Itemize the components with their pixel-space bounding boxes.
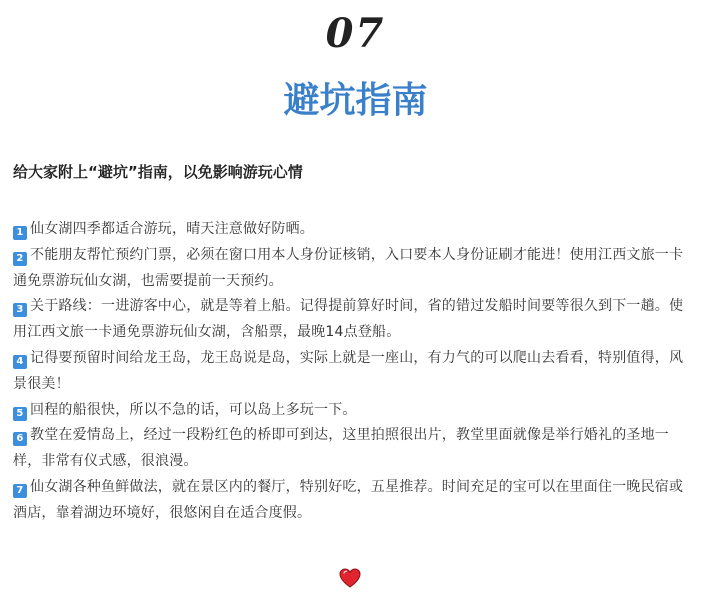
number-badge: 7 bbox=[13, 484, 27, 498]
tip-item bbox=[13, 475, 693, 527]
number-badge: 5 bbox=[13, 407, 27, 421]
tip-item bbox=[13, 346, 693, 398]
tip-text: 仙女湖各种鱼鲜做法，就在景区内的餐厅，特别好吃，五星推荐。时间充足的宝可以在里面住一晚民宿或酒店，靠着湖边环境好，很悠闲自在适合度假。 bbox=[13, 478, 684, 521]
tip-text: 不能朋友帮忙预约门票，必须在窗口用本人身份证核销，入口要本人身份证刷才能进！使用江西文旅一卡通免票游玩仙女湖，也需要提前一天预约。 bbox=[13, 246, 684, 289]
tip-text: 关于路线：一进游客中心，就是等着上船。记得提前算好时间，省的错过发船时间要等很久到下一趟。使用江西文旅一卡通免票游玩仙女湖，含船票，最晚14点登船。 bbox=[13, 298, 684, 341]
heart-icon bbox=[339, 568, 361, 588]
tip-text: 回程的船很快，所以不急的话，可以岛上多玩一下。 bbox=[30, 401, 357, 418]
tip-item bbox=[13, 294, 693, 346]
number-badge: 4 bbox=[13, 355, 27, 369]
number-badge: 2 bbox=[13, 252, 27, 266]
tip-text: 记得要预留时间给龙王岛，龙王岛说是岛，实际上就是一座山，有力气的可以爬山去看看，特别值得，风景很美！ bbox=[13, 349, 684, 392]
number-badge: 1 bbox=[13, 226, 27, 240]
tip-item bbox=[13, 243, 693, 295]
tips-list bbox=[13, 217, 693, 527]
tip-item bbox=[13, 217, 693, 243]
tip-text: 仙女湖四季都适合游玩，晴天注意做好防晒。 bbox=[30, 221, 314, 237]
section-title: 避坑指南 bbox=[283, 80, 428, 121]
tip-item bbox=[13, 398, 693, 424]
intro-text: 给大家附上“避坑”指南，以免影响游玩心情 bbox=[13, 163, 303, 181]
number-badge: 6 bbox=[13, 432, 27, 446]
tip-item bbox=[13, 423, 693, 475]
tip-text: 教堂在爱情岛上，经过一段粉红色的桥即可到达，这里拍照很出片，教堂里面就像是举行婚礼的圣地一样，非常有仪式感，很浪漫。 bbox=[13, 427, 669, 470]
number-badge: 3 bbox=[13, 303, 27, 317]
section-number: 07 bbox=[325, 10, 386, 57]
